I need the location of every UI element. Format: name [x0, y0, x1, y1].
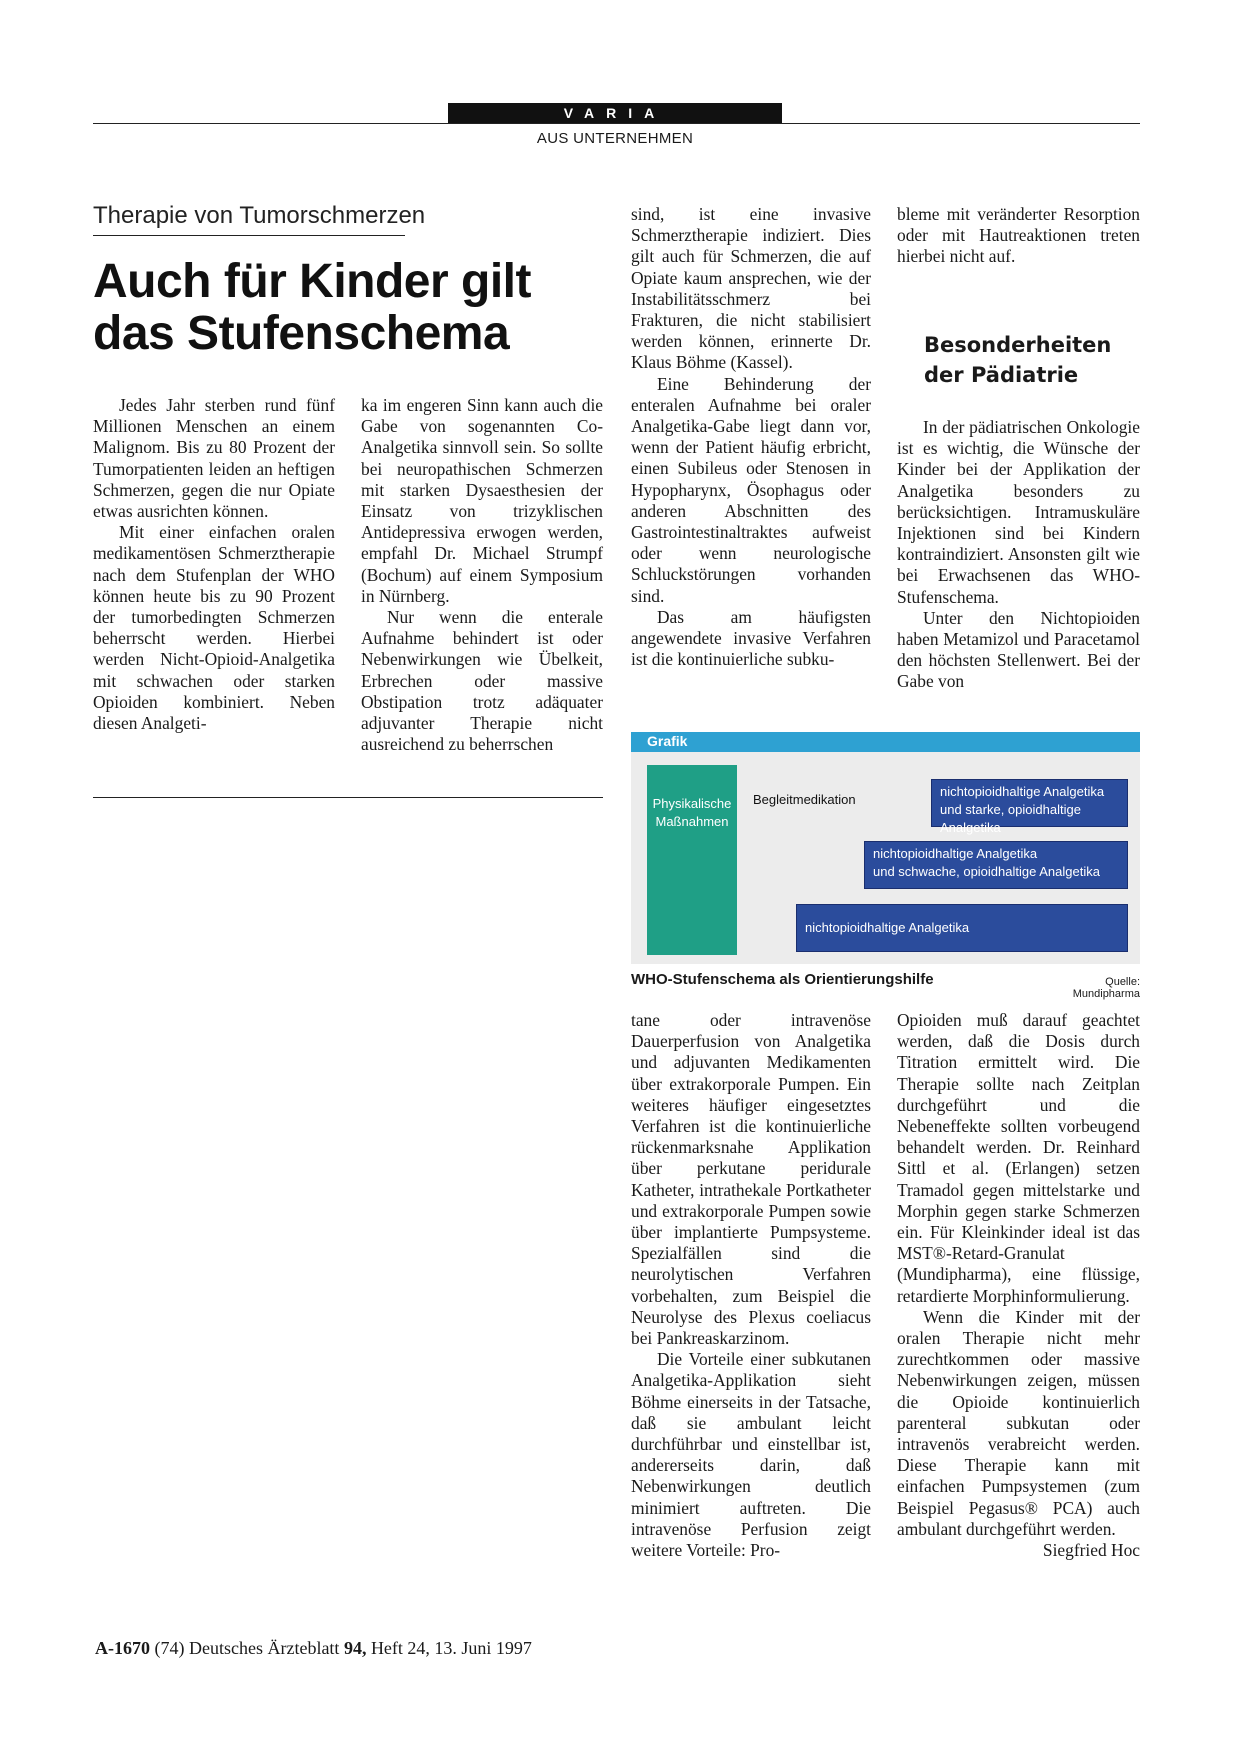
- section-subheading: [924, 330, 1144, 390]
- paragraph: Mit einer einfachen oralen medikamentösen Schmerztherapie nach dem Stufenplan der WHO können heute bis zu 90 Prozent der tumorbedingten Schmerzen beherrscht werden. Hierbei werden Nicht-Opioid-Analgetika mit schwachen oder starken Opioiden kombiniert. Neben diesen Analgeti-: [93, 522, 335, 734]
- step-3-box: [931, 779, 1128, 835]
- issue-date: Heft 24, 13. Juni 1997: [370, 1638, 532, 1658]
- author-name: Siegfried Hoc: [1042, 1540, 1140, 1561]
- title-line-2: das Stufenschema: [93, 307, 510, 360]
- column-3-top: [631, 204, 871, 670]
- column-4-mid: [897, 417, 1140, 693]
- paragraph: Nur wenn die enterale Aufnahme behindert ist oder Nebenwirkungen wie Übelkeit, Erbrechen oder massive Obstipation trotz adäquater adjuvanter Therapie nicht ausreichend zu beherrschen: [361, 607, 603, 755]
- kicker-rule: [93, 235, 405, 236]
- paragraph: Jedes Jahr sterben rund fünf Millionen Menschen an einem Malignom. Bis zu 80 Prozent der Tumorpatienten leiden an heftigen Schmerzen, gegen die nur Opiate etwas ausrichten können.: [93, 395, 335, 522]
- figure-label: Grafik: [647, 733, 688, 749]
- paragraph: [897, 1306, 1140, 1561]
- page-number: A-1670: [95, 1638, 150, 1658]
- box-label: Maßnahmen: [655, 814, 729, 829]
- step-1-box: [796, 904, 1128, 952]
- paragraph: In der pädiatrischen Onkologie ist es wichtig, die Wünsche der Kinder bei der Applikation der Analgetika besonders zu berücksichtigen. Intramuskuläre Injektionen sind bei Kindern kontraindiziert. Ansonsten gilt wie bei Erwachsenen das WHO-Stufenschema.: [897, 417, 1140, 607]
- figure-header: [631, 732, 1140, 752]
- box-label: nichtopioidhaltige Analgetika: [805, 920, 970, 935]
- physical-measures-box: [647, 765, 737, 955]
- paragraph: Das am häufigsten angewendete invasive Verfahren ist die kontinuierliche subku-: [631, 606, 871, 670]
- figure-source: Quelle: Mundipharma: [1072, 976, 1140, 1000]
- paragraph: tane oder intravenöse Dauerperfusion von Analgetika und adjuvanten Medikamenten über extrakorporale Pumpen. Ein weiteres häufiger eingesetztes Verfahren ist die kontinuierliche rückenmarksnahe Applikation über perkutane peridurale Katheter, intrathekale Portkatheter und extrakorporale Pumpen sowie über implantierte Pumpsysteme. Spezialfällen sind die neurolytischen Verfahren vorbehalten, zum Beispiel die Neurolyse des Plexus coeliacus bei Pankreaskarzinom.: [631, 1010, 871, 1349]
- step-2-box: [864, 841, 1128, 889]
- subheading-line-2: der Pädiatrie: [924, 363, 1079, 387]
- volume-number: 94,: [343, 1638, 367, 1658]
- column-4-bottom: [897, 1010, 1140, 1561]
- paragraph: Eine Behinderung der enteralen Aufnahme bei oraler Analgetika-Gabe liegt dann vor, wenn der Patient häufig erbricht, einen Subileus oder Stenosen in Hypopharynx, Ösophagus oder anderen Abschnitten des Gastrointestinaltraktes aufweist oder wenn neurologische Schluckstörungen vorhanden sind.: [631, 373, 871, 606]
- paragraph: ka im engeren Sinn kann auch die Gabe von sogenannten Co-Analgetika sinnvoll sein. So sollte bei neuropathischen Schmerzen mit starken Dysaesthesien der Einsatz von trizyklischen Antidepressiva erwogen werden, empfahl Dr. Michael Strumpf (Bochum) auf einem Symposium in Nürnberg.: [361, 395, 603, 606]
- box-label: nichtopioidhaltige Analgetika: [940, 784, 1105, 799]
- subheading-line-1: Besonderheiten: [924, 333, 1112, 357]
- box-label: Physikalische: [652, 796, 732, 811]
- paragraph: Opioiden muß darauf geachtet werden, daß die Dosis durch Titration ermittelt wird. Die Therapie sollte nach Zeitplan durchgeführt und die Nebeneffekte sollten vorbeugend behandelt werden. Dr. Reinhard Sittl et al. (Erlangen) setzen Tramadol gegen mittelstarke und Morphin gegen starke Schmerzen ein. Für Kleinkinder ideal ist das MST®-Retard-Granulat (Mundipharma), eine flüssige, retardierte Morphinformulierung.: [897, 1010, 1140, 1306]
- who-step-diagram: [631, 752, 1140, 964]
- title-line-1: Auch für Kinder gilt: [93, 255, 531, 308]
- subsection-label: AUS UNTERNEHMEN: [536, 130, 694, 147]
- column-1: [93, 395, 335, 734]
- box-label: nichtopioidhaltige Analgetika: [873, 846, 1038, 861]
- box-label: und starke, opioidhaltige Analgetika: [940, 802, 1081, 835]
- box-label: und schwache, opioidhaltige Analgetika: [873, 864, 1100, 879]
- column-3-bottom: [631, 1010, 871, 1561]
- column-4-top: [897, 204, 1140, 268]
- paragraph: bleme mit veränderter Resorption oder mit Hautreaktionen treten hierbei nicht auf.: [897, 204, 1140, 267]
- article-kicker: Therapie von Tumorschmerzen: [93, 202, 426, 229]
- header-rule: [93, 123, 1140, 124]
- paragraph: sind, ist eine invasive Schmerztherapie indiziert. Dies gilt auch für Schmerzen, die auf Opiate kaum ansprechen, wie der Instabilitätsschmerz bei Frakturen, die nicht stabilisiert werden können, erinnerte Dr. Klaus Böhme (Kassel).: [631, 204, 871, 373]
- figure-caption: WHO-Stufenschema als Orientierungshilfe: [631, 971, 934, 988]
- publication-name: (74) Deutsches Ärzteblatt: [154, 1638, 340, 1658]
- accompanying-medication-label: Begleitmedikation: [753, 792, 856, 807]
- paragraph-text: Wenn die Kinder mit der oralen Therapie nicht mehr zurechtkommen oder massive Nebenwirkungen zeigen, müssen die Opioide kontinuierlich parenteral subkutan oder intravenös verabreicht werden. Diese Therapie kann mit einfachen Pumpsystemen (zum Beispiel Pegasus® PCA) auch ambulant durchgeführt werden.: [897, 1306, 1140, 1539]
- column-2: [361, 395, 603, 755]
- column-rule: [93, 797, 603, 798]
- paragraph: Unter den Nichtopioiden haben Metamizol und Paracetamol den höchsten Stellenwert. Bei der Gabe von: [897, 607, 1140, 692]
- page-footer: [95, 1638, 532, 1659]
- article-title: [93, 256, 613, 360]
- section-label: VARIA: [448, 103, 782, 123]
- paragraph: Die Vorteile einer subkutanen Analgetika-Applikation sieht Böhme einerseits in der Tatsache, daß sie ambulant leicht durchführbar und einstellbar ist, andererseits darin, daß Nebenwirkungen deutlich minimiert auftreten. Die intravenöse Perfusion zeigt weitere Vorteile: Pro-: [631, 1349, 871, 1561]
